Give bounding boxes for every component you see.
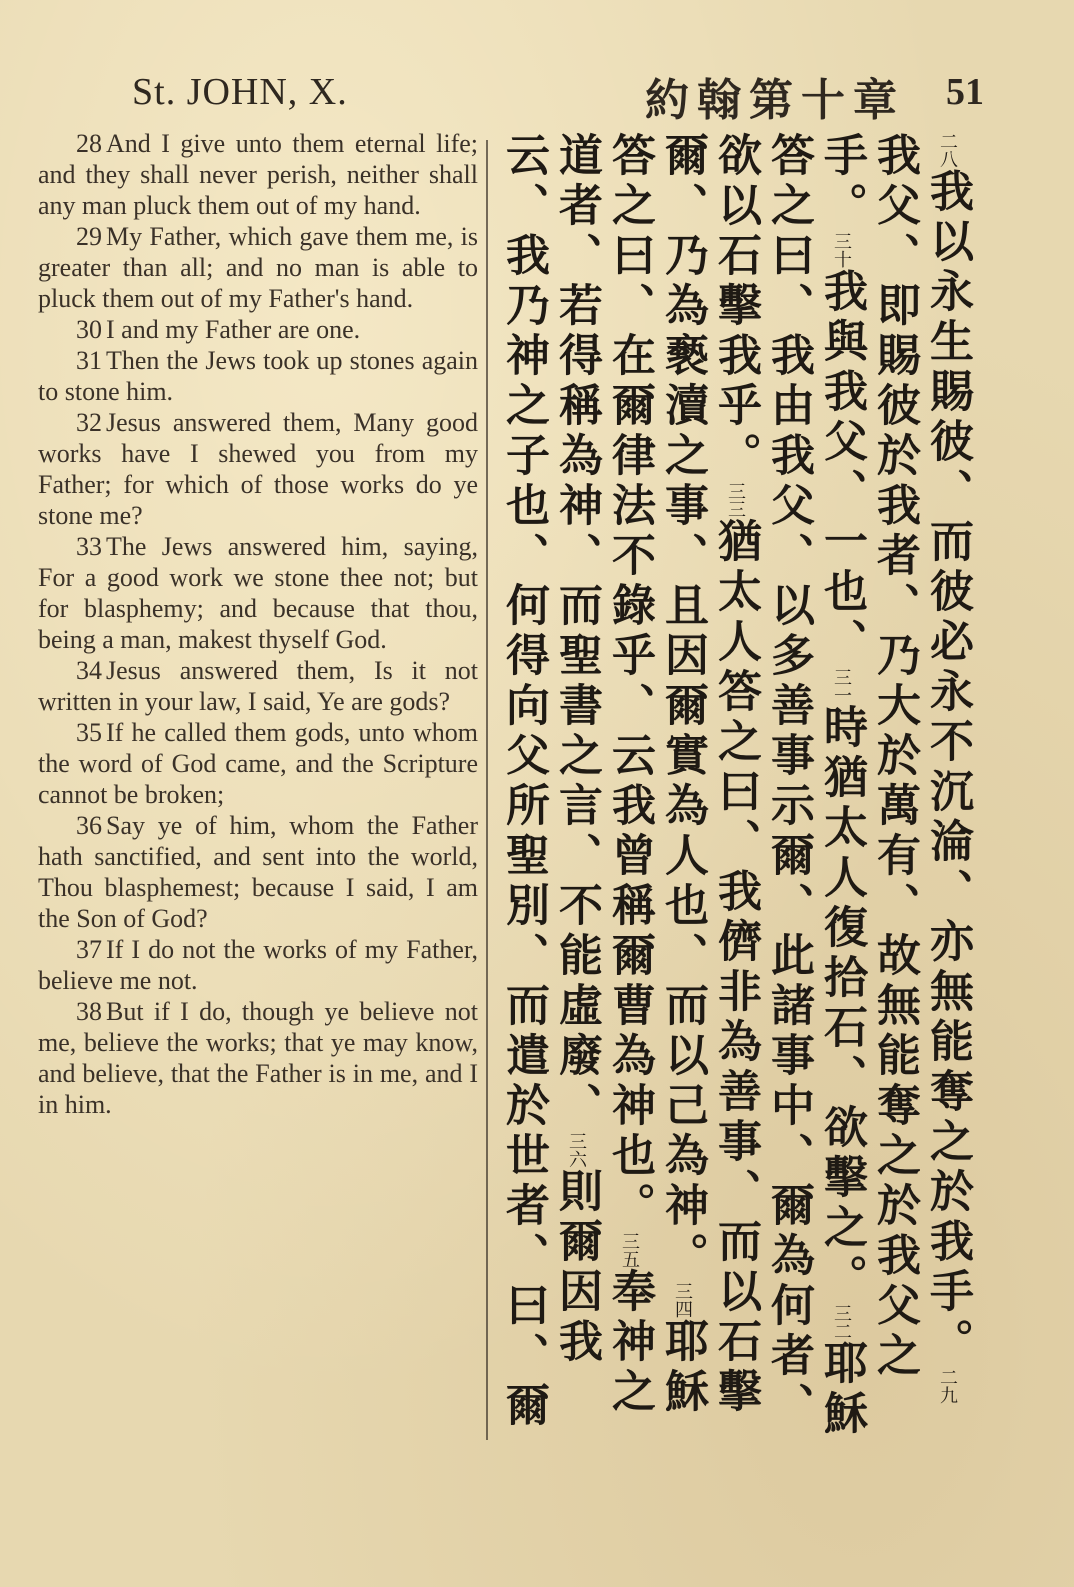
chinese-verse-text: 時猶太人復拾石、欲擊之。	[816, 704, 867, 1304]
english-text-column	[38, 128, 478, 1120]
verse-number: 30	[76, 315, 102, 344]
english-verse	[38, 655, 478, 717]
verse-text: But if I do, though ye believe not me, believe the works; that ye may know, and believe, that the Father is in me, and I in him.	[38, 997, 478, 1119]
chinese-verse	[922, 132, 973, 1368]
chinese-verse-number: 二八	[937, 132, 958, 168]
english-verse	[38, 128, 478, 221]
verse-number: 28	[76, 129, 102, 158]
verse-text: I and my Father are one.	[106, 315, 361, 344]
chinese-verse-number: 三六	[566, 1132, 587, 1168]
chinese-chapter-heading: 約翰第十章	[645, 75, 905, 126]
chinese-verse-text: 耶穌答之曰、我由我父、以多善事示爾、此諸事中、爾為何者、欲以石擊我乎。	[710, 132, 867, 1440]
english-verse	[38, 810, 478, 934]
column-divider	[486, 140, 488, 1440]
english-verse	[38, 407, 478, 531]
chinese-verse-number: 三五	[619, 1232, 640, 1268]
chinese-verse-text: 我父、即賜彼於我者、乃大於萬有、故無能奪之於我父之手。	[816, 132, 920, 1382]
verse-text: Jesus answered them, Many good works have I shewed you from my Father; for which of those works do ye stone me?	[38, 408, 478, 530]
verse-number: 33	[76, 532, 102, 561]
english-verse	[38, 996, 478, 1120]
chinese-verse-text: 耶穌答之曰、在爾律法不錄乎、云我曾稱爾曹為神也。	[604, 132, 708, 1418]
verse-number: 36	[76, 811, 102, 840]
english-verse	[38, 934, 478, 996]
chinese-text-column	[498, 132, 974, 1452]
verse-number: 35	[76, 718, 102, 747]
verse-number: 34	[76, 656, 102, 685]
chinese-verse-text: 我以永生賜彼、而彼必永不沉淪、亦無能奪之於我手。	[922, 168, 973, 1368]
page-number: 51	[946, 71, 984, 113]
verse-number: 38	[76, 997, 102, 1026]
verse-number: 37	[76, 935, 102, 964]
chinese-verse-text: 我與我父、一也、	[816, 268, 867, 668]
verse-text: If I do not the works of my Father, believe me not.	[38, 935, 478, 995]
verse-text: If he called them gods, unto whom the word of God came, and the Scripture cannot be broken;	[38, 718, 478, 809]
chinese-verse-number: 三一	[831, 668, 852, 704]
chinese-verse-number: 三三	[725, 482, 746, 518]
english-verse	[38, 717, 478, 810]
chinese-verse-number: 二九	[937, 1368, 958, 1404]
verse-number: 32	[76, 408, 102, 437]
english-verse	[38, 314, 478, 345]
chinese-verse	[816, 668, 867, 1304]
chinese-verse-number: 三十	[831, 232, 852, 268]
chinese-verse	[816, 232, 867, 668]
chinese-verse-number: 三四	[672, 1282, 693, 1318]
chinese-verse-number: 三二	[831, 1304, 852, 1340]
verse-text: My Father, which gave them me, is greater than all; and no man is able to pluck them out of my Father's hand.	[38, 222, 478, 313]
verse-text: Then the Jews took up stones again to stone him.	[38, 346, 478, 406]
english-verse	[38, 531, 478, 655]
book-chapter-heading: St. JOHN, X.	[132, 71, 348, 113]
chinese-verse-text: 則爾因我云、我乃神之子也、何得向父所聖別、而遣於世者、曰、爾	[498, 132, 602, 1432]
verse-text: And I give unto them eternal life; and they shall never perish, neither shall any man pluck them out of my hand.	[38, 129, 478, 220]
chinese-verse-text: 奉神之道者、若得稱為神、而聖書之言、不能虛廢、	[551, 132, 655, 1418]
verse-number: 29	[76, 222, 102, 251]
chinese-verse-text: 猶太人答之曰、我儕非為善事、而以石擊爾、乃為褻瀆之事、且因爾實為人也、而以己為神。	[657, 132, 761, 1418]
verse-number: 31	[76, 346, 102, 375]
english-verse	[38, 345, 478, 407]
verse-text: The Jews answered him, saying, For a good work we stone thee not; but for blasphemy; and because that thou, being a man, makest thyself God.	[38, 532, 478, 654]
verse-text: Jesus answered them, Is it not written in your law, I said, Ye are gods?	[38, 656, 478, 716]
verse-text: Say ye of him, whom the Father hath sanctified, and sent into the world, Thou blasphemest; because I said, I am the Son of God?	[38, 811, 478, 933]
english-verse	[38, 221, 478, 314]
